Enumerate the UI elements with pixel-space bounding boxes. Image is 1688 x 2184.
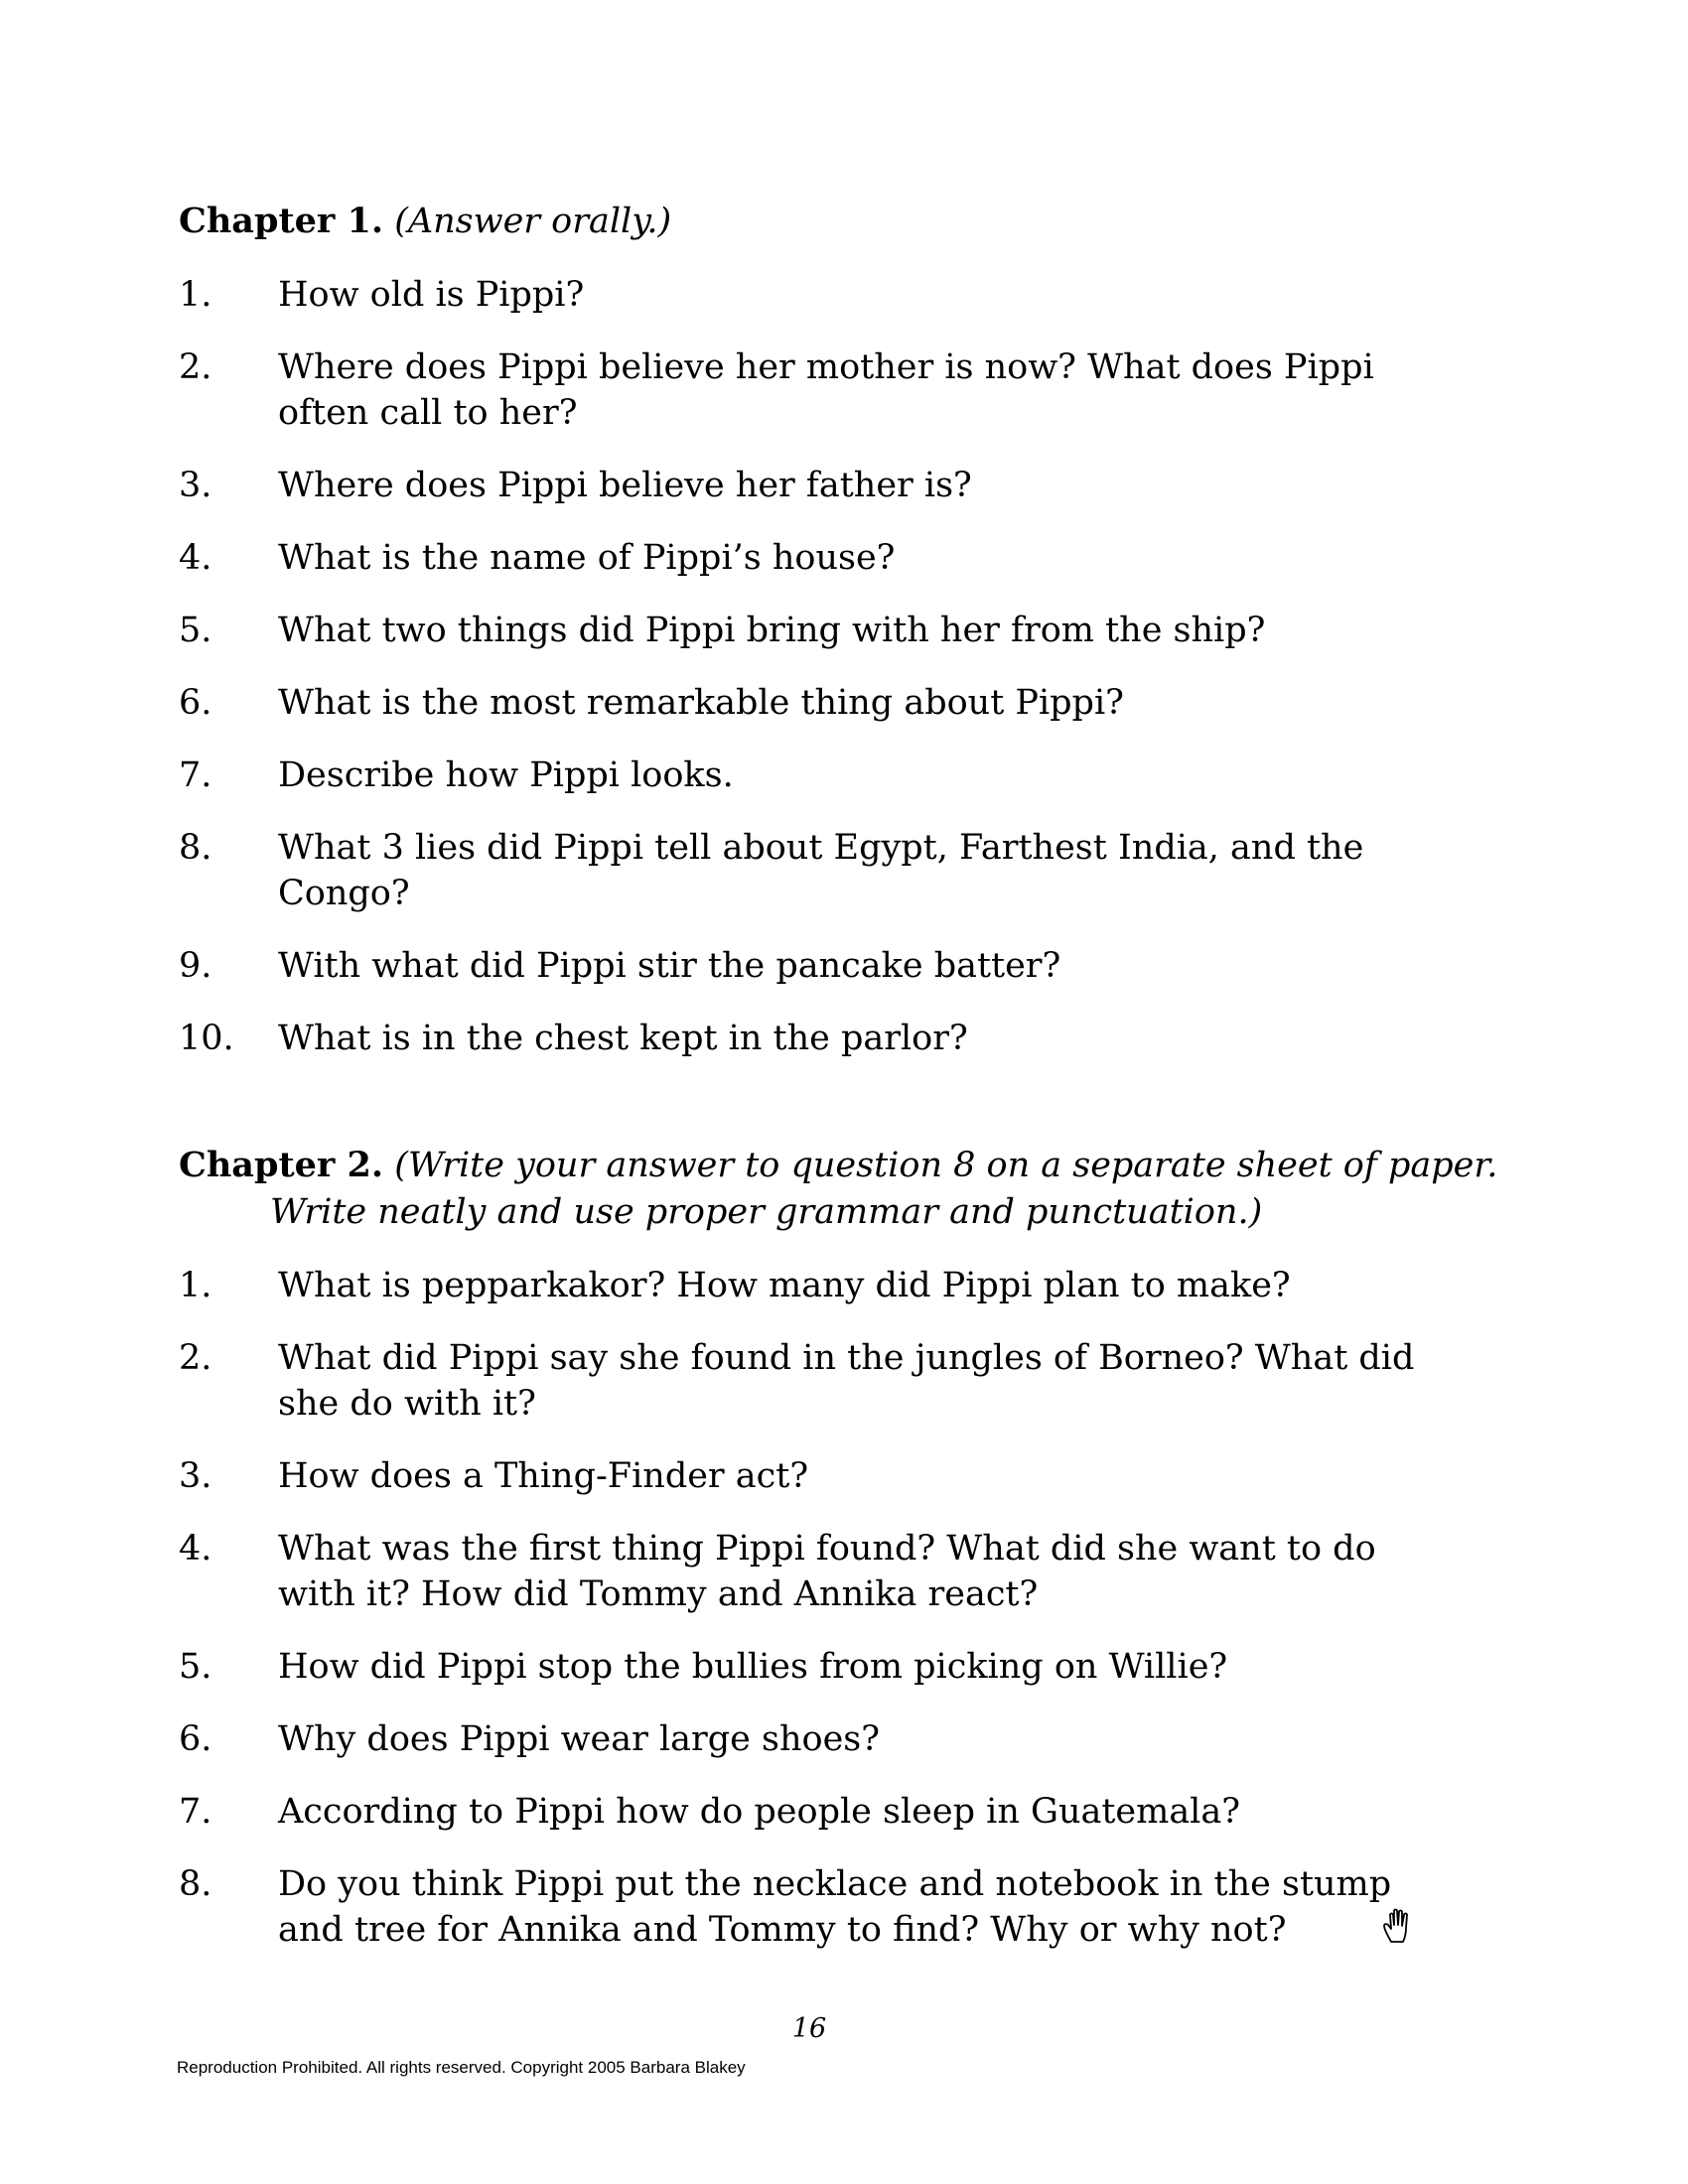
copyright-footer: Reproduction Prohibited. All rights reserved. Copyright 2005 Barbara Blakey bbox=[177, 2058, 746, 2077]
question-number: 1. bbox=[179, 1266, 212, 1305]
question-text: How did Pippi stop the bullies from picking on Willie? bbox=[278, 1647, 1228, 1687]
question-number: 8. bbox=[179, 828, 212, 868]
question-number: 5. bbox=[179, 1647, 212, 1687]
question-number: 4. bbox=[179, 1529, 212, 1569]
question-item bbox=[179, 272, 1460, 318]
question-text: Do you think Pippi put the necklace and notebook in the stump and tree for Annika and Tommy to find? Why or why not? bbox=[278, 1864, 1392, 1950]
question-text: How does a Thing-Finder act? bbox=[278, 1456, 809, 1496]
question-number: 10. bbox=[179, 1019, 234, 1058]
question-number: 2. bbox=[179, 347, 212, 387]
question-item bbox=[179, 825, 1460, 916]
question-number: 9. bbox=[179, 946, 212, 986]
question-item bbox=[179, 344, 1460, 436]
question-text: Where does Pippi believe her father is? bbox=[278, 466, 972, 505]
chapter-2-instructions: (Write your answer to question 8 on a separate sheet of paper. Write neatly and use proper grammar and punctuation.) bbox=[270, 1146, 1498, 1232]
question-number: 7. bbox=[179, 755, 212, 795]
question-number: 1. bbox=[179, 275, 212, 315]
page-number: 16 bbox=[791, 2013, 827, 2044]
question-item bbox=[179, 943, 1460, 989]
question-item bbox=[179, 1861, 1460, 1953]
question-text: What was the first thing Pippi found? What did she want to do with it? How did Tommy and Annika react? bbox=[278, 1529, 1376, 1614]
question-text: What did Pippi say she found in the jungles of Borneo? What did she do with it? bbox=[278, 1338, 1415, 1424]
question-text: Why does Pippi wear large shoes? bbox=[278, 1719, 881, 1759]
chapter-2-heading bbox=[179, 1142, 1541, 1236]
question-item bbox=[179, 1789, 1460, 1835]
chapter-1-instructions: (Answer orally.) bbox=[394, 202, 672, 241]
question-text: What is the most remarkable thing about Pippi? bbox=[278, 683, 1124, 723]
question-text: What is in the chest kept in the parlor? bbox=[278, 1019, 968, 1058]
question-item bbox=[179, 1644, 1460, 1690]
question-item bbox=[179, 463, 1460, 508]
question-item bbox=[179, 535, 1460, 581]
question-item bbox=[179, 608, 1460, 653]
chapter-1-title: Chapter 1. bbox=[179, 201, 384, 241]
question-item bbox=[179, 1526, 1460, 1617]
question-text: How old is Pippi? bbox=[278, 275, 585, 315]
question-text: What is pepparkakor? How many did Pippi plan to make? bbox=[278, 1266, 1291, 1305]
question-item bbox=[179, 752, 1460, 798]
question-item bbox=[179, 1453, 1460, 1499]
question-number: 8. bbox=[179, 1864, 212, 1904]
question-text: According to Pippi how do people sleep in Guatemala? bbox=[278, 1792, 1241, 1832]
question-item bbox=[179, 1263, 1460, 1308]
chapter-1-heading bbox=[179, 198, 1450, 245]
question-number: 4. bbox=[179, 538, 212, 578]
question-number: 6. bbox=[179, 683, 212, 723]
chapter-2-question-list bbox=[179, 1263, 1460, 1979]
question-number: 2. bbox=[179, 1338, 212, 1378]
question-text: What 3 lies did Pippi tell about Egypt, Farthest India, and the Congo? bbox=[278, 828, 1364, 913]
question-number: 7. bbox=[179, 1792, 212, 1832]
question-text: Where does Pippi believe her mother is now? What does Pippi often call to her? bbox=[278, 347, 1374, 433]
chapter-1-question-list bbox=[179, 272, 1460, 1088]
question-number: 3. bbox=[179, 466, 212, 505]
question-text: What is the name of Pippi’s house? bbox=[278, 538, 896, 578]
question-number: 6. bbox=[179, 1719, 212, 1759]
question-text: What two things did Pippi bring with her from the ship? bbox=[278, 611, 1266, 650]
question-item bbox=[179, 680, 1460, 726]
question-item bbox=[179, 1716, 1460, 1762]
question-number: 3. bbox=[179, 1456, 212, 1496]
question-item bbox=[179, 1335, 1460, 1427]
question-number: 5. bbox=[179, 611, 212, 650]
question-text: Describe how Pippi looks. bbox=[278, 755, 734, 795]
question-text: With what did Pippi stir the pancake batter? bbox=[278, 946, 1061, 986]
chapter-2-title: Chapter 2. bbox=[179, 1145, 384, 1185]
question-item bbox=[179, 1016, 1460, 1061]
raised-hand-icon bbox=[1378, 1906, 1418, 1946]
